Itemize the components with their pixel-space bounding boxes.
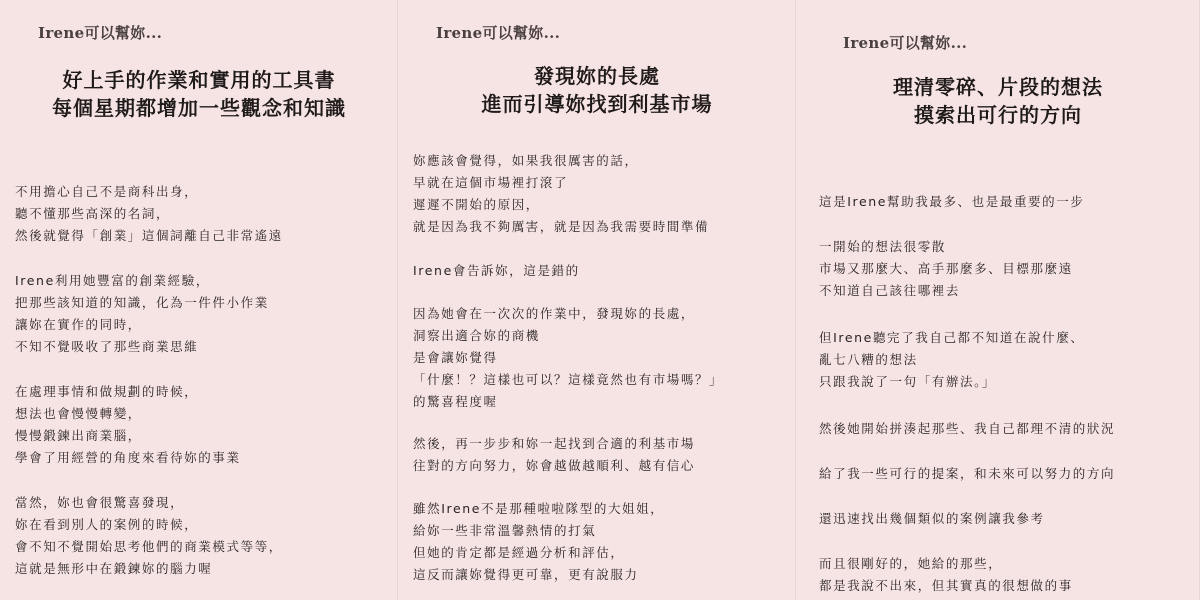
paragraph — [413, 150, 709, 238]
panel-2 — [398, 0, 796, 600]
paragraph — [819, 327, 1084, 393]
paragraph — [413, 260, 580, 282]
text-line: 慢慢鍛鍊出商業腦， — [15, 428, 142, 443]
text-line: 然後就覺得「創業」這個詞離自己非常遙遠 — [15, 228, 283, 243]
text-line: 聽不懂那些高深的名詞， — [15, 206, 171, 221]
paragraph — [819, 191, 1084, 213]
text-line: 遲遲不開始的原因， — [413, 197, 540, 212]
brand-label: Irene可以幫妳... — [38, 24, 163, 42]
title-line: 摸索出可行的方向 — [914, 103, 1082, 127]
paragraph — [819, 463, 1115, 485]
text-line: 是會讓妳覺得 — [413, 350, 498, 365]
paragraph — [819, 418, 1115, 440]
paragraph — [819, 553, 1073, 597]
text-line: 想法也會慢慢轉變， — [15, 406, 142, 421]
text-line: 就是因為我不夠厲害，就是因為我需要時間準備 — [413, 219, 710, 234]
text-line: 會不知不覺開始思考他們的商業模式等等， — [15, 539, 283, 554]
paragraph — [413, 303, 723, 413]
text-line: 只跟我說了一句「有辦法。」 — [819, 374, 997, 389]
panel-title — [398, 62, 796, 118]
text-line: 給妳一些非常溫馨熱情的打氣 — [413, 523, 597, 538]
paragraph — [15, 181, 283, 247]
text-line: 不用擔心自己不是商科出身， — [15, 184, 199, 199]
title-line: 進而引導妳找到利基市場 — [481, 92, 713, 116]
paragraph — [413, 433, 695, 477]
text-line: 洞察出適合妳的商機 — [413, 328, 540, 343]
panel-3 — [796, 0, 1200, 600]
title-line: 每個星期都增加一些觀念和知識 — [52, 96, 346, 120]
brand-label: Irene可以幫妳... — [843, 34, 968, 52]
text-line: 都是我說不出來，但其實真的很想做的事 — [819, 578, 1073, 593]
text-line: 給了我一些可行的提案，和未來可以努力的方向 — [819, 466, 1116, 481]
text-line: 這反而讓妳覺得更可靠，更有說服力 — [413, 567, 639, 582]
paragraph — [819, 508, 1045, 530]
paragraph — [15, 492, 283, 580]
text-line: 亂七八糟的想法 — [819, 352, 918, 367]
text-line: 當然，妳也會很驚喜發現， — [15, 495, 185, 510]
text-line: 早就在這個市場裡打滾了 — [413, 175, 569, 190]
text-line: 不知不覺吸收了那些商業思維 — [15, 339, 199, 354]
text-line: 雖然Irene不是那種啦啦隊型的大姐姐， — [413, 501, 665, 516]
text-line: 還迅速找出幾個類似的案例讓我參考 — [819, 511, 1045, 526]
text-line: 妳在看到別人的案例的時候， — [15, 517, 199, 532]
paragraph — [15, 381, 241, 469]
text-line: 這是Irene幫助我最多、也是最重要的一步 — [819, 194, 1085, 209]
text-line: 但Irene聽完了我自己都不知道在說什麼、 — [819, 330, 1085, 345]
text-line: 妳應該會覺得，如果我很厲害的話， — [413, 153, 639, 168]
title-line: 理清零碎、片段的想法 — [893, 75, 1103, 99]
title-line: 發現妳的長處 — [534, 64, 660, 88]
title-line: 好上手的作業和實用的工具書 — [62, 68, 336, 92]
text-line: 一開始的想法很零散 — [819, 239, 946, 254]
text-line: 不知道自己該往哪裡去 — [819, 283, 961, 298]
text-line: 然後她開始拼湊起那些、我自己都理不清的狀況 — [819, 421, 1116, 436]
panel-title — [0, 66, 398, 122]
panel-1 — [0, 0, 398, 600]
text-line: 但她的肯定都是經過分析和評估， — [413, 545, 625, 560]
panel-title — [796, 73, 1200, 129]
text-line: 讓妳在實作的同時， — [15, 317, 142, 332]
text-line: 因為她會在一次次的作業中，發現妳的長處， — [413, 306, 696, 321]
text-line: 市場又那麼大、高手那麼多、目標那麼遠 — [819, 261, 1073, 276]
text-line: 這就是無形中在鍛鍊妳的腦力喔 — [15, 561, 213, 576]
text-line: 「什麼！？這樣也可以？這樣竟然也有市場嗎？」 — [413, 372, 724, 387]
text-line: 往對的方向努力，妳會越做越順利、越有信心 — [413, 458, 696, 473]
text-line: 的驚喜程度喔 — [413, 394, 498, 409]
paragraph — [413, 498, 664, 586]
paragraph — [819, 236, 1073, 302]
brand-label: Irene可以幫妳... — [436, 24, 561, 42]
text-line: 在處理事情和做規劃的時候， — [15, 384, 199, 399]
text-line: 把那些該知道的知識，化為一件件小作業 — [15, 295, 269, 310]
text-line: Irene會告訴妳，這是錯的 — [413, 263, 580, 278]
text-line: 然後，再一步步和妳一起找到合適的利基市場 — [413, 436, 696, 451]
text-line: 而且很剛好的，她給的那些， — [819, 556, 1003, 571]
text-line: 學會了用經營的角度來看待妳的事業 — [15, 450, 241, 465]
text-line: Irene利用她豐富的創業經驗， — [15, 273, 210, 288]
paragraph — [15, 270, 269, 358]
